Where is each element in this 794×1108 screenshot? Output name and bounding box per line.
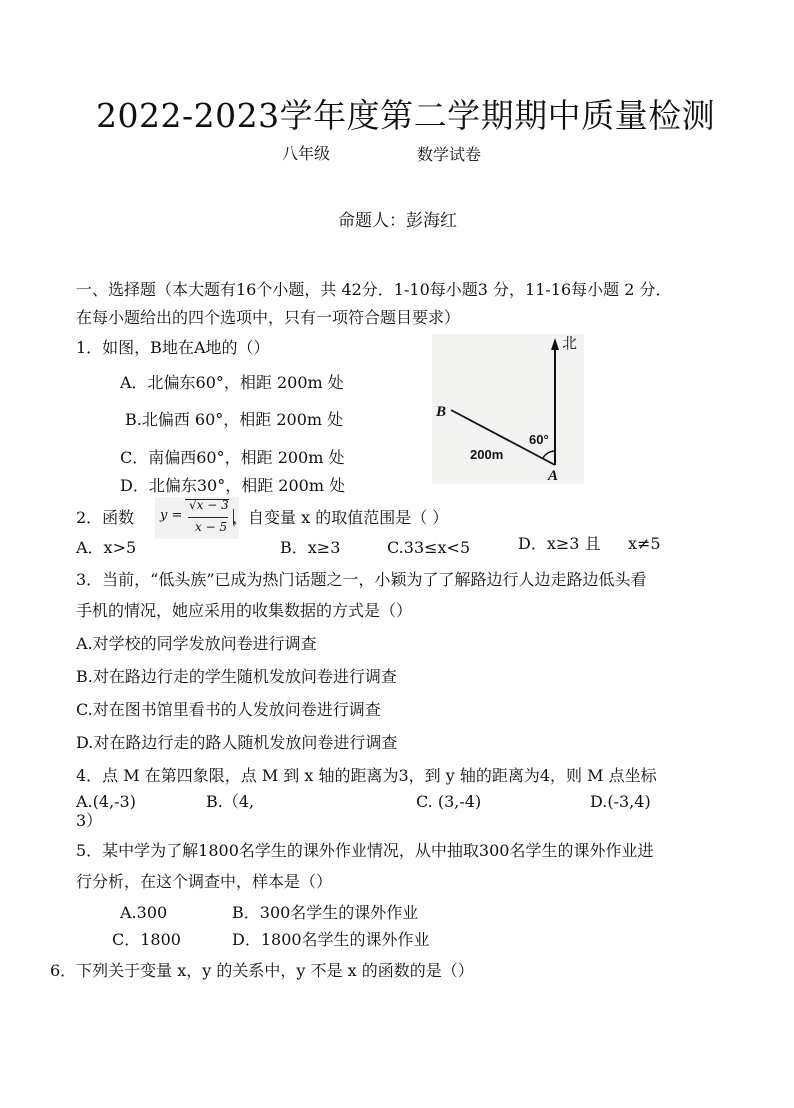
q2-option-c: C.33≤x<5 — [387, 538, 471, 557]
point-a-label: A — [548, 468, 559, 484]
distance-label: 200m — [470, 447, 504, 462]
q4-option-c: C. (3,-4) — [416, 792, 482, 811]
north-label: 北 — [562, 334, 578, 352]
formula-numerator: √x − 3 — [189, 498, 229, 512]
q5-option-d: D．1800名学生的课外作业 — [232, 930, 430, 949]
q2-option-d: D．x≥3 且 — [518, 534, 601, 553]
fraction-bar — [188, 517, 228, 518]
author-line: 命题人：彭海红 — [338, 211, 457, 231]
q2-option-d-cont: x≠5 — [628, 534, 661, 553]
section-heading-line1: 一、选择题（本大题有16个小题，共 42分．1-10每小题3 分，11-16每小题 2 分． — [76, 280, 672, 299]
q5-option-c: C．1800 — [112, 930, 181, 949]
angle-label: 60° — [529, 432, 549, 447]
q3-option-d: D.对在路边行走的路人随机发放问卷进行调查 — [76, 733, 398, 752]
section-heading-line2: 在每小题给出的四个选项中，只有一项符合题目要求） — [76, 308, 461, 327]
q1-option-b: B.北偏西 60°，相距 200m 处 — [125, 410, 344, 429]
q1-direction-figure — [432, 334, 584, 484]
q3-option-a: A.对学校的同学发放问卷进行调查 — [76, 634, 317, 653]
formula-denominator: x − 5 — [195, 520, 228, 534]
q4-stem: 4．点 M 在第四象限，点 M 到 x 轴的距离为3，到 y 轴的距离为4，则 M 点坐标 — [76, 766, 657, 785]
q3-line1: 3．当前，“低头族”已成为热门话题之一，小颖为了了解路边行人边走路边低头看 — [76, 570, 647, 589]
grade-label: 八年级 — [282, 144, 331, 163]
point-b-label: B — [436, 404, 447, 420]
q2-stem-prefix: 2．函数 — [76, 508, 135, 527]
q4-option-b: B.（4, — [206, 792, 255, 811]
q1-option-c: C．南偏西60°，相距 200m 处 — [120, 448, 345, 467]
q1-option-d: D．北偏东30°，相距 200m 处 — [120, 476, 346, 495]
q5-option-a: A.300 — [120, 903, 168, 922]
q4-option-d: D.(-3,4) — [590, 792, 651, 811]
q2-option-a: A．x>5 — [76, 538, 137, 557]
q5-line1: 5．某中学为了解1800名学生的课外作业情况，从中抽取300名学生的课外作业进 — [76, 841, 654, 860]
q4-wrap: 3） — [76, 811, 103, 830]
q5-line2: 行分析，在这个调查中，样本是（） — [76, 872, 333, 891]
formula-y: y = — [160, 508, 183, 523]
q3-option-c: C.对在图书馆里看书的人发放问卷进行调查 — [76, 700, 381, 719]
q4-option-a: A.(4,-3) — [76, 792, 136, 811]
q1-stem: 1．如图，B地在A地的（） — [76, 338, 270, 357]
q2-stem-suffix: ，自变量 x 的取值范围是（ ） — [232, 508, 449, 527]
q2-option-b: B．x≥3 — [280, 538, 341, 557]
q1-option-a: A．北偏东60°，相距 200m 处 — [120, 373, 344, 392]
north-arrow-icon — [551, 338, 559, 350]
exam-title: 2022-2023学年度第二学期期中质量检测 — [96, 96, 716, 135]
q6-stem: 6．下列关于变量 x，y 的关系中，y 不是 x 的函数的是（） — [50, 961, 474, 980]
q3-line2: 手机的情况，她应采用的收集数据的方式是（） — [76, 601, 413, 620]
q2-function-formula — [155, 497, 239, 539]
direction-diagram — [432, 334, 584, 484]
q3-option-b: B.对在路边行走的学生随机发放问卷进行调查 — [76, 667, 397, 686]
subject-label: 数学试卷 — [417, 145, 482, 164]
q5-option-b: B．300名学生的课外作业 — [232, 903, 419, 922]
